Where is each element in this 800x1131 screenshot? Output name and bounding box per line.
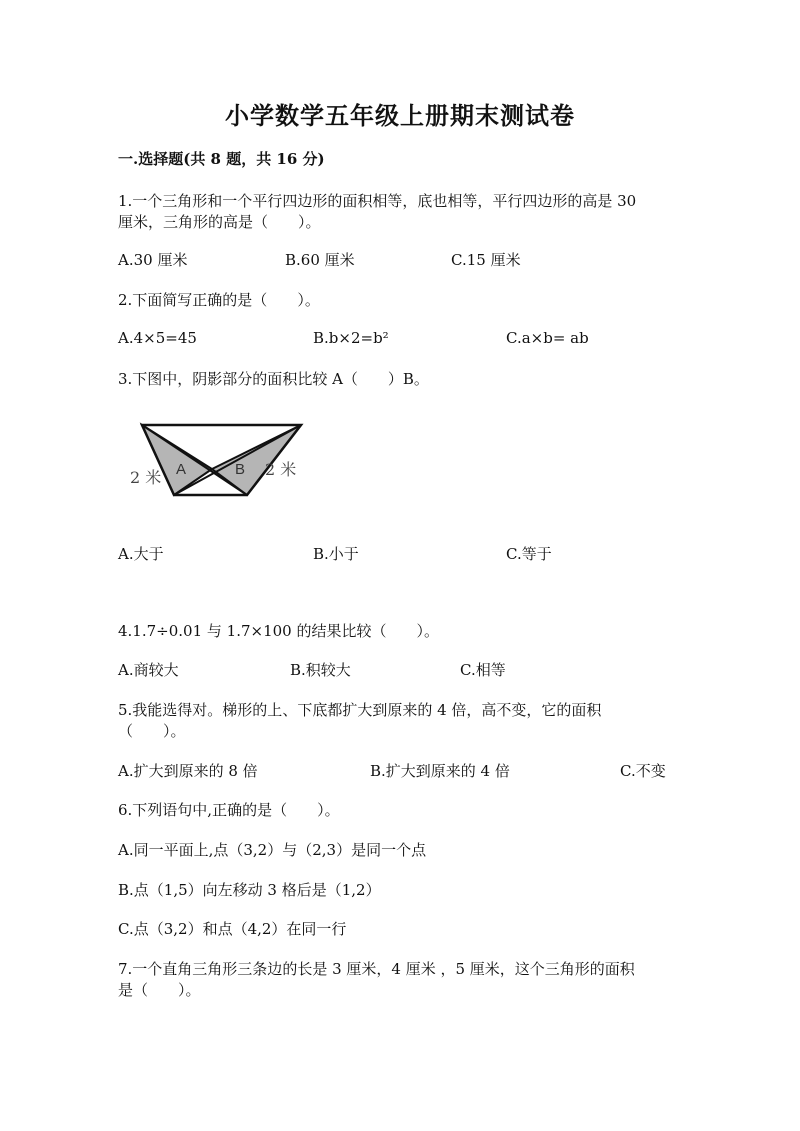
question-4-option-c: C.相等 — [460, 661, 506, 679]
section-heading: 一.选择题(共 8 题，共 16 分) — [118, 150, 325, 168]
question-1-option-c: C.15 厘米 — [451, 251, 521, 269]
question-7-text-cont: 是（ ）。 — [118, 981, 201, 999]
question-6-option-c: C.点（3,2）和点（4,2）在同一行 — [118, 920, 347, 938]
question-3-text: 3.下图中，阴影部分的面积比较 A（ ）B。 — [118, 370, 429, 388]
question-5-text-cont: （ ）。 — [118, 722, 186, 740]
question-1-option-a: A.30 厘米 — [118, 251, 188, 269]
question-6-option-a: A.同一平面上,点（3,2）与（2,3）是同一个点 — [118, 841, 427, 859]
question-1-text: 1.一个三角形和一个平行四边形的面积相等，底也相等，平行四边形的高是 30 — [118, 192, 637, 210]
question-6-text: 6.下列语句中,正确的是（ ）。 — [118, 801, 340, 819]
question-3-option-c: C.等于 — [506, 545, 552, 563]
page-title: 小学数学五年级上册期末测试卷 — [225, 101, 575, 130]
question-5-text: 5.我能选得对。梯形的上、下底都扩大到原来的 4 倍，高不变，它的面积 — [118, 701, 602, 719]
label-b: B — [235, 461, 246, 478]
question-4-option-a: A.商较大 — [118, 661, 179, 679]
question-3-option-b: B.小于 — [313, 545, 359, 563]
question-6-option-b: B.点（1,5）向左移动 3 格后是（1,2） — [118, 881, 381, 899]
question-2-text: 2.下面简写正确的是（ ）。 — [118, 291, 320, 309]
question-4-text: 4.1.7÷0.01 与 1.7×100 的结果比较（ ）。 — [118, 622, 439, 640]
question-2-option-b: B.b×2=b² — [313, 329, 389, 347]
question-1-option-b: B.60 厘米 — [285, 251, 355, 269]
question-5-option-a: A.扩大到原来的 8 倍 — [118, 762, 258, 780]
left-side-length: 2 米 — [130, 468, 162, 487]
question-5-option-c: C.不变 — [620, 762, 666, 780]
question-2-option-a: A.4×5=45 — [118, 329, 197, 347]
question-1-text-cont: 厘米，三角形的高是（ ）。 — [118, 213, 321, 231]
question-2-option-c: C.a×b= ab — [506, 329, 589, 347]
question-3-option-a: A.大于 — [118, 545, 164, 563]
right-side-length: 2 米 — [265, 460, 297, 479]
question-7-text: 7.一个直角三角形三条边的长是 3 厘米，4 厘米 ，5 厘米，这个三角形的面积 — [118, 960, 635, 978]
question-5-option-b: B.扩大到原来的 4 倍 — [370, 762, 510, 780]
question-4-option-b: B.积较大 — [290, 661, 351, 679]
trapezoid-figure — [122, 418, 312, 500]
label-a: A — [176, 461, 187, 478]
